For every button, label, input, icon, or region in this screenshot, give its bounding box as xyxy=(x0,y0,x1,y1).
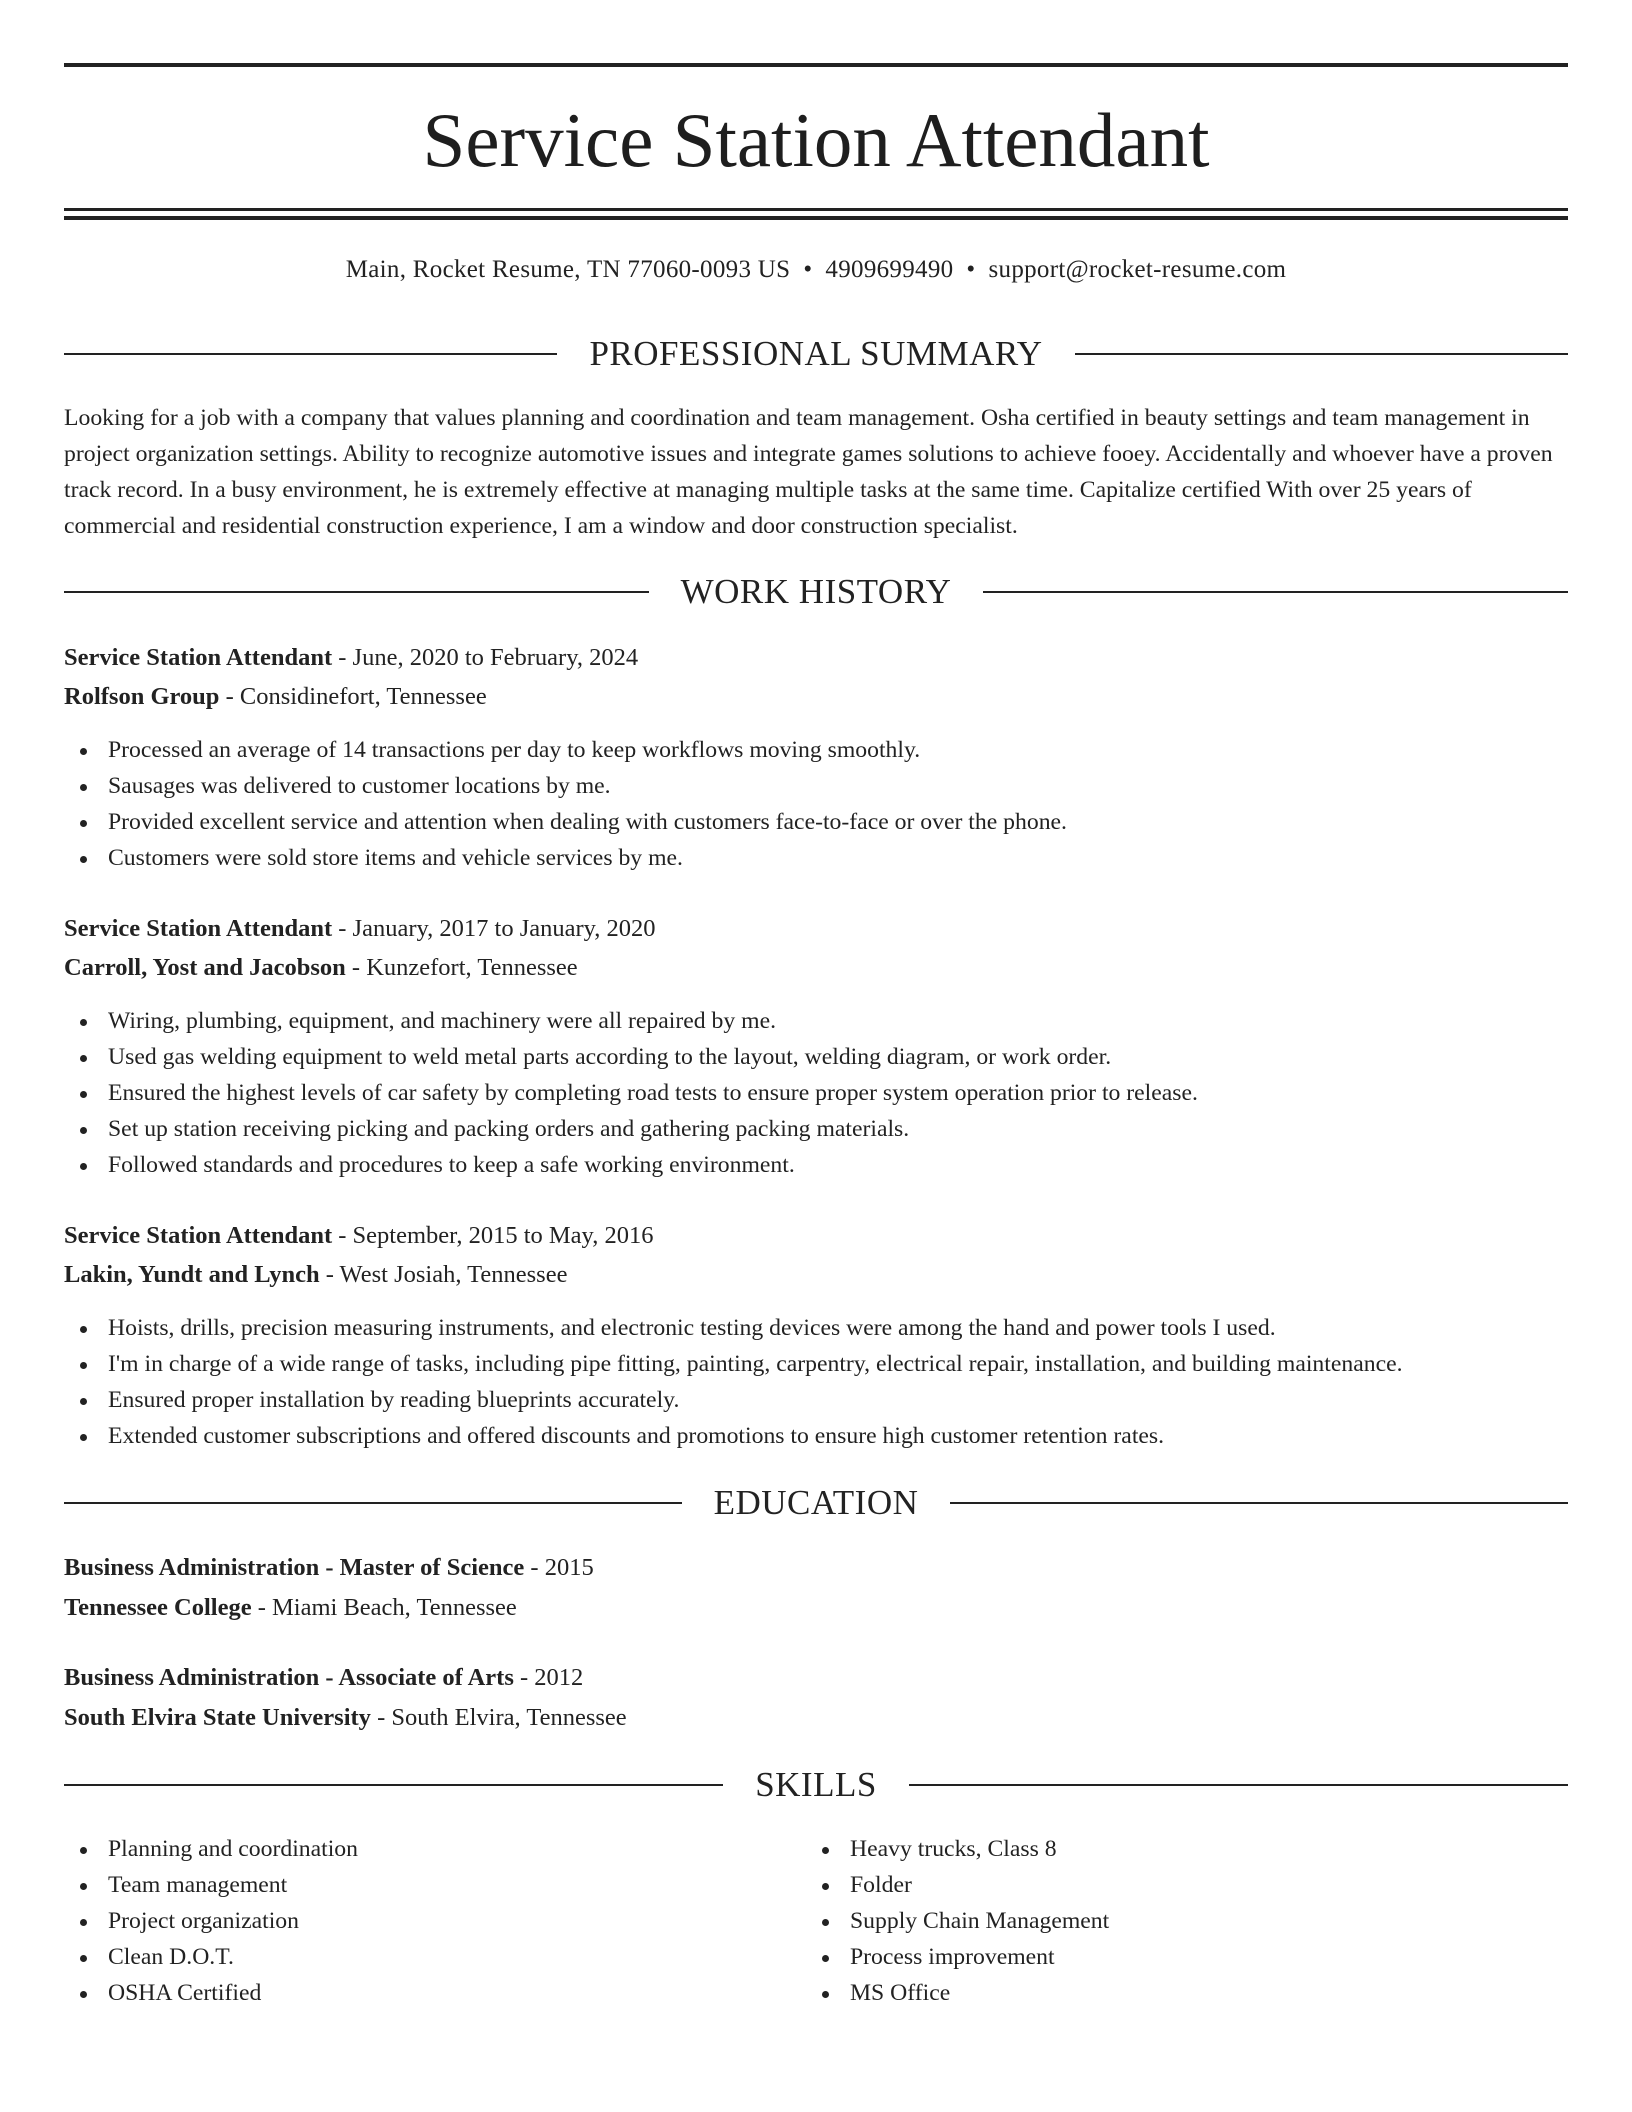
job-title: Service Station Attendant xyxy=(64,915,333,942)
list-item: Hoists, drills, precision measuring instruments, and electronic testing devices were among the hand and power tools I used. xyxy=(64,1310,1403,1346)
job-title-line xyxy=(64,913,656,945)
skill-item: Heavy trucks, Class 8 xyxy=(806,1831,1109,1867)
contact-separator: • xyxy=(803,256,813,283)
job-location: - West Josiah, Tennessee xyxy=(319,1261,568,1288)
skill-item: Planning and coordination xyxy=(64,1831,358,1867)
job-dates: - September, 2015 to May, 2016 xyxy=(332,1222,654,1249)
heading-rule-right xyxy=(909,1784,1568,1786)
education-school: South Elvira State University xyxy=(64,1704,371,1731)
skill-item: Supply Chain Management xyxy=(806,1903,1109,1939)
list-item: Set up station receiving picking and packing orders and gathering packing materials. xyxy=(64,1111,1198,1147)
contact-email: support@rocket-resume.com xyxy=(988,256,1287,283)
skill-item: Folder xyxy=(806,1867,1109,1903)
heading-rule-right xyxy=(950,1502,1568,1504)
header-top-rule xyxy=(64,63,1568,67)
section-title: WORK HISTORY xyxy=(680,572,952,611)
education-school: Tennessee College xyxy=(64,1594,252,1621)
education-degree: Business Administration - Associate of Arts xyxy=(64,1664,514,1691)
education-year: - 2012 xyxy=(513,1664,584,1691)
skills-list-right xyxy=(806,1831,1109,2011)
section-title: PROFESSIONAL SUMMARY xyxy=(589,334,1043,373)
summary-text: Looking for a job with a company that values planning and coordination and team management. Osha certified in beauty settings and team management in project organization settings. Ability to recognize automotive issues and integrate games solutions to achieve fooey. Accidentally and whoever have a proven track record. In a busy environment, he is extremely effective at managing multiple tasks at the same time. Capitalize certified With over 25 years of commercial and residential construction experience, I am a window and door construction specialist. xyxy=(64,405,1553,539)
education-degree-line xyxy=(64,1552,594,1584)
section-heading-skills xyxy=(64,1763,1568,1807)
job-title: Service Station Attendant xyxy=(64,1222,333,1249)
job-title: Service Station Attendant xyxy=(64,644,333,671)
section-heading-summary xyxy=(64,332,1568,376)
list-item: Extended customer subscriptions and offered discounts and promotions to ensure high customer retention rates. xyxy=(64,1418,1403,1454)
header-double-rule-lower xyxy=(64,216,1568,220)
list-item: Followed standards and procedures to keep a safe working environment. xyxy=(64,1147,1198,1183)
list-item: Ensured proper installation by reading blueprints accurately. xyxy=(64,1382,1403,1418)
job-company-line xyxy=(64,681,487,713)
job-location: - Kunzefort, Tennessee xyxy=(345,954,578,981)
job-company: Lakin, Yundt and Lynch xyxy=(64,1261,320,1288)
skill-item: Process improvement xyxy=(806,1939,1109,1975)
education-school-line xyxy=(64,1592,517,1624)
list-item: Wiring, plumbing, equipment, and machinery were all repaired by me. xyxy=(64,1003,1198,1039)
heading-rule-left xyxy=(64,1784,723,1786)
section-title: SKILLS xyxy=(755,1765,877,1804)
skill-item: Project organization xyxy=(64,1903,358,1939)
job-bullets xyxy=(64,1310,1403,1454)
job-bullets xyxy=(64,1003,1198,1183)
heading-rule-right xyxy=(1075,353,1568,355)
list-item: I'm in charge of a wide range of tasks, including pipe fitting, painting, carpentry, electrical repair, installation, and building maintenance. xyxy=(64,1346,1403,1382)
list-item: Processed an average of 14 transactions per day to keep workflows moving smoothly. xyxy=(64,732,1067,768)
list-item: Sausages was delivered to customer locations by me. xyxy=(64,768,1067,804)
job-location: - Considinefort, Tennessee xyxy=(219,683,487,710)
job-dates: - June, 2020 to February, 2024 xyxy=(332,644,639,671)
education-degree-line xyxy=(64,1662,583,1694)
job-bullets xyxy=(64,732,1067,876)
heading-rule-left xyxy=(64,591,649,593)
skill-item: MS Office xyxy=(806,1975,1109,2011)
section-heading-work-history xyxy=(64,570,1568,614)
section-heading-education xyxy=(64,1481,1568,1525)
job-company-line xyxy=(64,952,578,984)
education-location: - Miami Beach, Tennessee xyxy=(251,1594,517,1621)
education-degree: Business Administration - Master of Science xyxy=(64,1554,525,1581)
education-school-line xyxy=(64,1702,627,1734)
job-title-line xyxy=(64,642,638,674)
contact-phone: 4909699490 xyxy=(825,256,954,283)
resume-title: Service Station Attendant xyxy=(422,97,1210,183)
skills-list-left xyxy=(64,1831,358,2011)
skill-item: OSHA Certified xyxy=(64,1975,358,2011)
list-item: Provided excellent service and attention when dealing with customers face-to-face or over the phone. xyxy=(64,804,1067,840)
heading-rule-right xyxy=(983,591,1568,593)
job-company-line xyxy=(64,1259,567,1291)
list-item: Used gas welding equipment to weld metal parts according to the layout, welding diagram, or work order. xyxy=(64,1039,1198,1075)
contact-line xyxy=(64,254,1568,286)
education-location: - South Elvira, Tennessee xyxy=(370,1704,627,1731)
contact-separator: • xyxy=(966,256,976,283)
header-double-rule-upper xyxy=(64,208,1568,211)
skill-item: Clean D.O.T. xyxy=(64,1939,358,1975)
education-year: - 2015 xyxy=(524,1554,594,1581)
job-dates: - January, 2017 to January, 2020 xyxy=(332,915,656,942)
heading-rule-left xyxy=(64,353,557,355)
job-company: Carroll, Yost and Jacobson xyxy=(64,954,346,981)
job-company: Rolfson Group xyxy=(64,683,220,710)
skill-item: Team management xyxy=(64,1867,358,1903)
contact-address: Main, Rocket Resume, TN 77060-0093 US xyxy=(345,256,791,283)
list-item: Customers were sold store items and vehicle services by me. xyxy=(64,840,1067,876)
list-item: Ensured the highest levels of car safety by completing road tests to ensure proper system operation prior to release. xyxy=(64,1075,1198,1111)
job-title-line xyxy=(64,1220,653,1252)
heading-rule-left xyxy=(64,1502,682,1504)
section-title: EDUCATION xyxy=(713,1483,919,1522)
